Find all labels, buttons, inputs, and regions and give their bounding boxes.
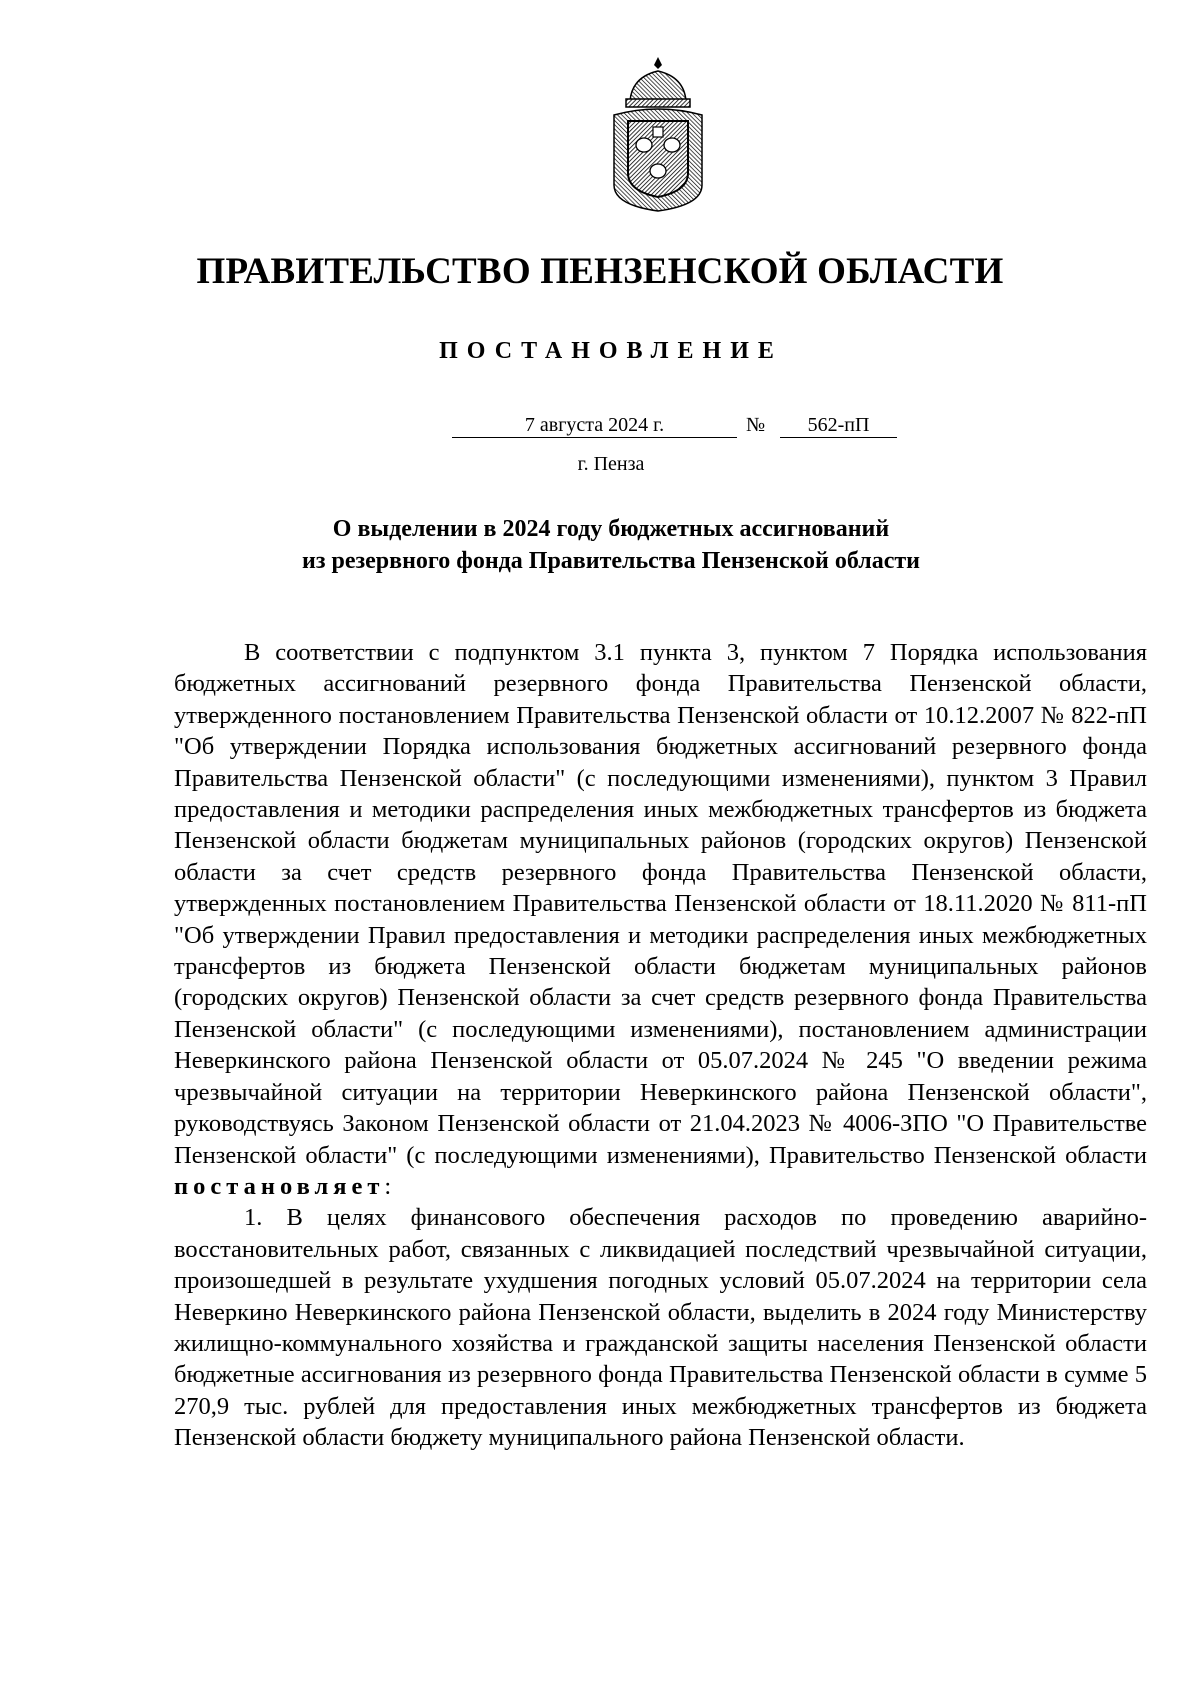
document-type: ПОСТАНОВЛЕНИЕ <box>439 338 783 364</box>
government-name: ПРАВИТЕЛЬСТВО ПЕНЗЕНСКОЙ ОБЛАСТИ <box>196 251 1004 292</box>
preamble-text: В соответствии с подпунктом 3.1 пункта 3, пунктом 7 Порядка использования бюджетных ассигнований резервного фонда Правительства Пензенской области, утвержденного постановлением Правительства Пензенской области от 10.12.2007 № 822-пП "Об утверждении Порядка использования бюджетных ассигнований резервного фонда Правительства Пензенской области" (с последующими изменениями), пунктом 3 Правил предоставления и методики распределения иных межбюджетных трансфертов из бюджета Пензенской области бюджетам муниципальных районов (городских округов) Пензенской области за счет средств резервного фонда Правительства Пензенской области, утвержденных постановлением Правительства Пензенской области от 18.11.2020 № 811-пП "Об утверждении Правил предоставления и методики распределения иных межбюджетных трансфертов из бюджета Пензенской области бюджетам муниципальных районов (городских округов) Пензенской области за счет средств резервного фонда Правительства Пензенской области" (с последующими изменениями), постановлением администрации Неверкинского района Пензенской области от 05.07.2024 № 245 "О введении режима чрезвычайной ситуации на территории Неверкинского района Пензенской области", руководствуясь Законом Пензенской области от 21.04.2023 № 4006-ЗПО "О Правительстве Пензенской области" (с последующими изменениями), Правительство Пензенской области <box>174 639 1147 1169</box>
document-date: 7 августа 2024 г. <box>452 413 737 438</box>
resolves-colon: : <box>384 1172 392 1200</box>
preamble-paragraph <box>174 637 1147 1202</box>
document-number: 562-пП <box>780 413 897 438</box>
document-city: г. Пенза <box>577 453 645 475</box>
document-subject <box>0 513 1200 577</box>
document-body <box>174 637 1147 1454</box>
number-sign: № <box>746 414 766 436</box>
subject-line-2: из резервного фонда Правительства Пензенской области <box>302 548 920 574</box>
subject-line-1: О выделении в 2024 году бюджетных ассигнований <box>332 516 890 542</box>
item-1-paragraph: 1. В целях финансового обеспечения расходов по проведению аварийно-восстановительных работ, связанных с ликвидацией последствий чрезвычайной ситуации, произошедшей в результате ухудшения погодных условий 05.07.2024 на территории села Неверкино Неверкинского района Пензенской области, выделить в 2024 году Министерству жилищно-коммунального хозяйства и гражданской защиты населения Пензенской области бюджетные ассигнования из резервного фонда Правительства Пензенской области в сумме 5 270,9 тыс. рублей для предоставления иных межбюджетных трансфертов из бюджета Пензенской области бюджету муниципального района Пензенской области. <box>174 1204 1147 1452</box>
resolves-word: постановляет <box>174 1172 385 1200</box>
coat-of-arms-icon <box>608 55 708 213</box>
